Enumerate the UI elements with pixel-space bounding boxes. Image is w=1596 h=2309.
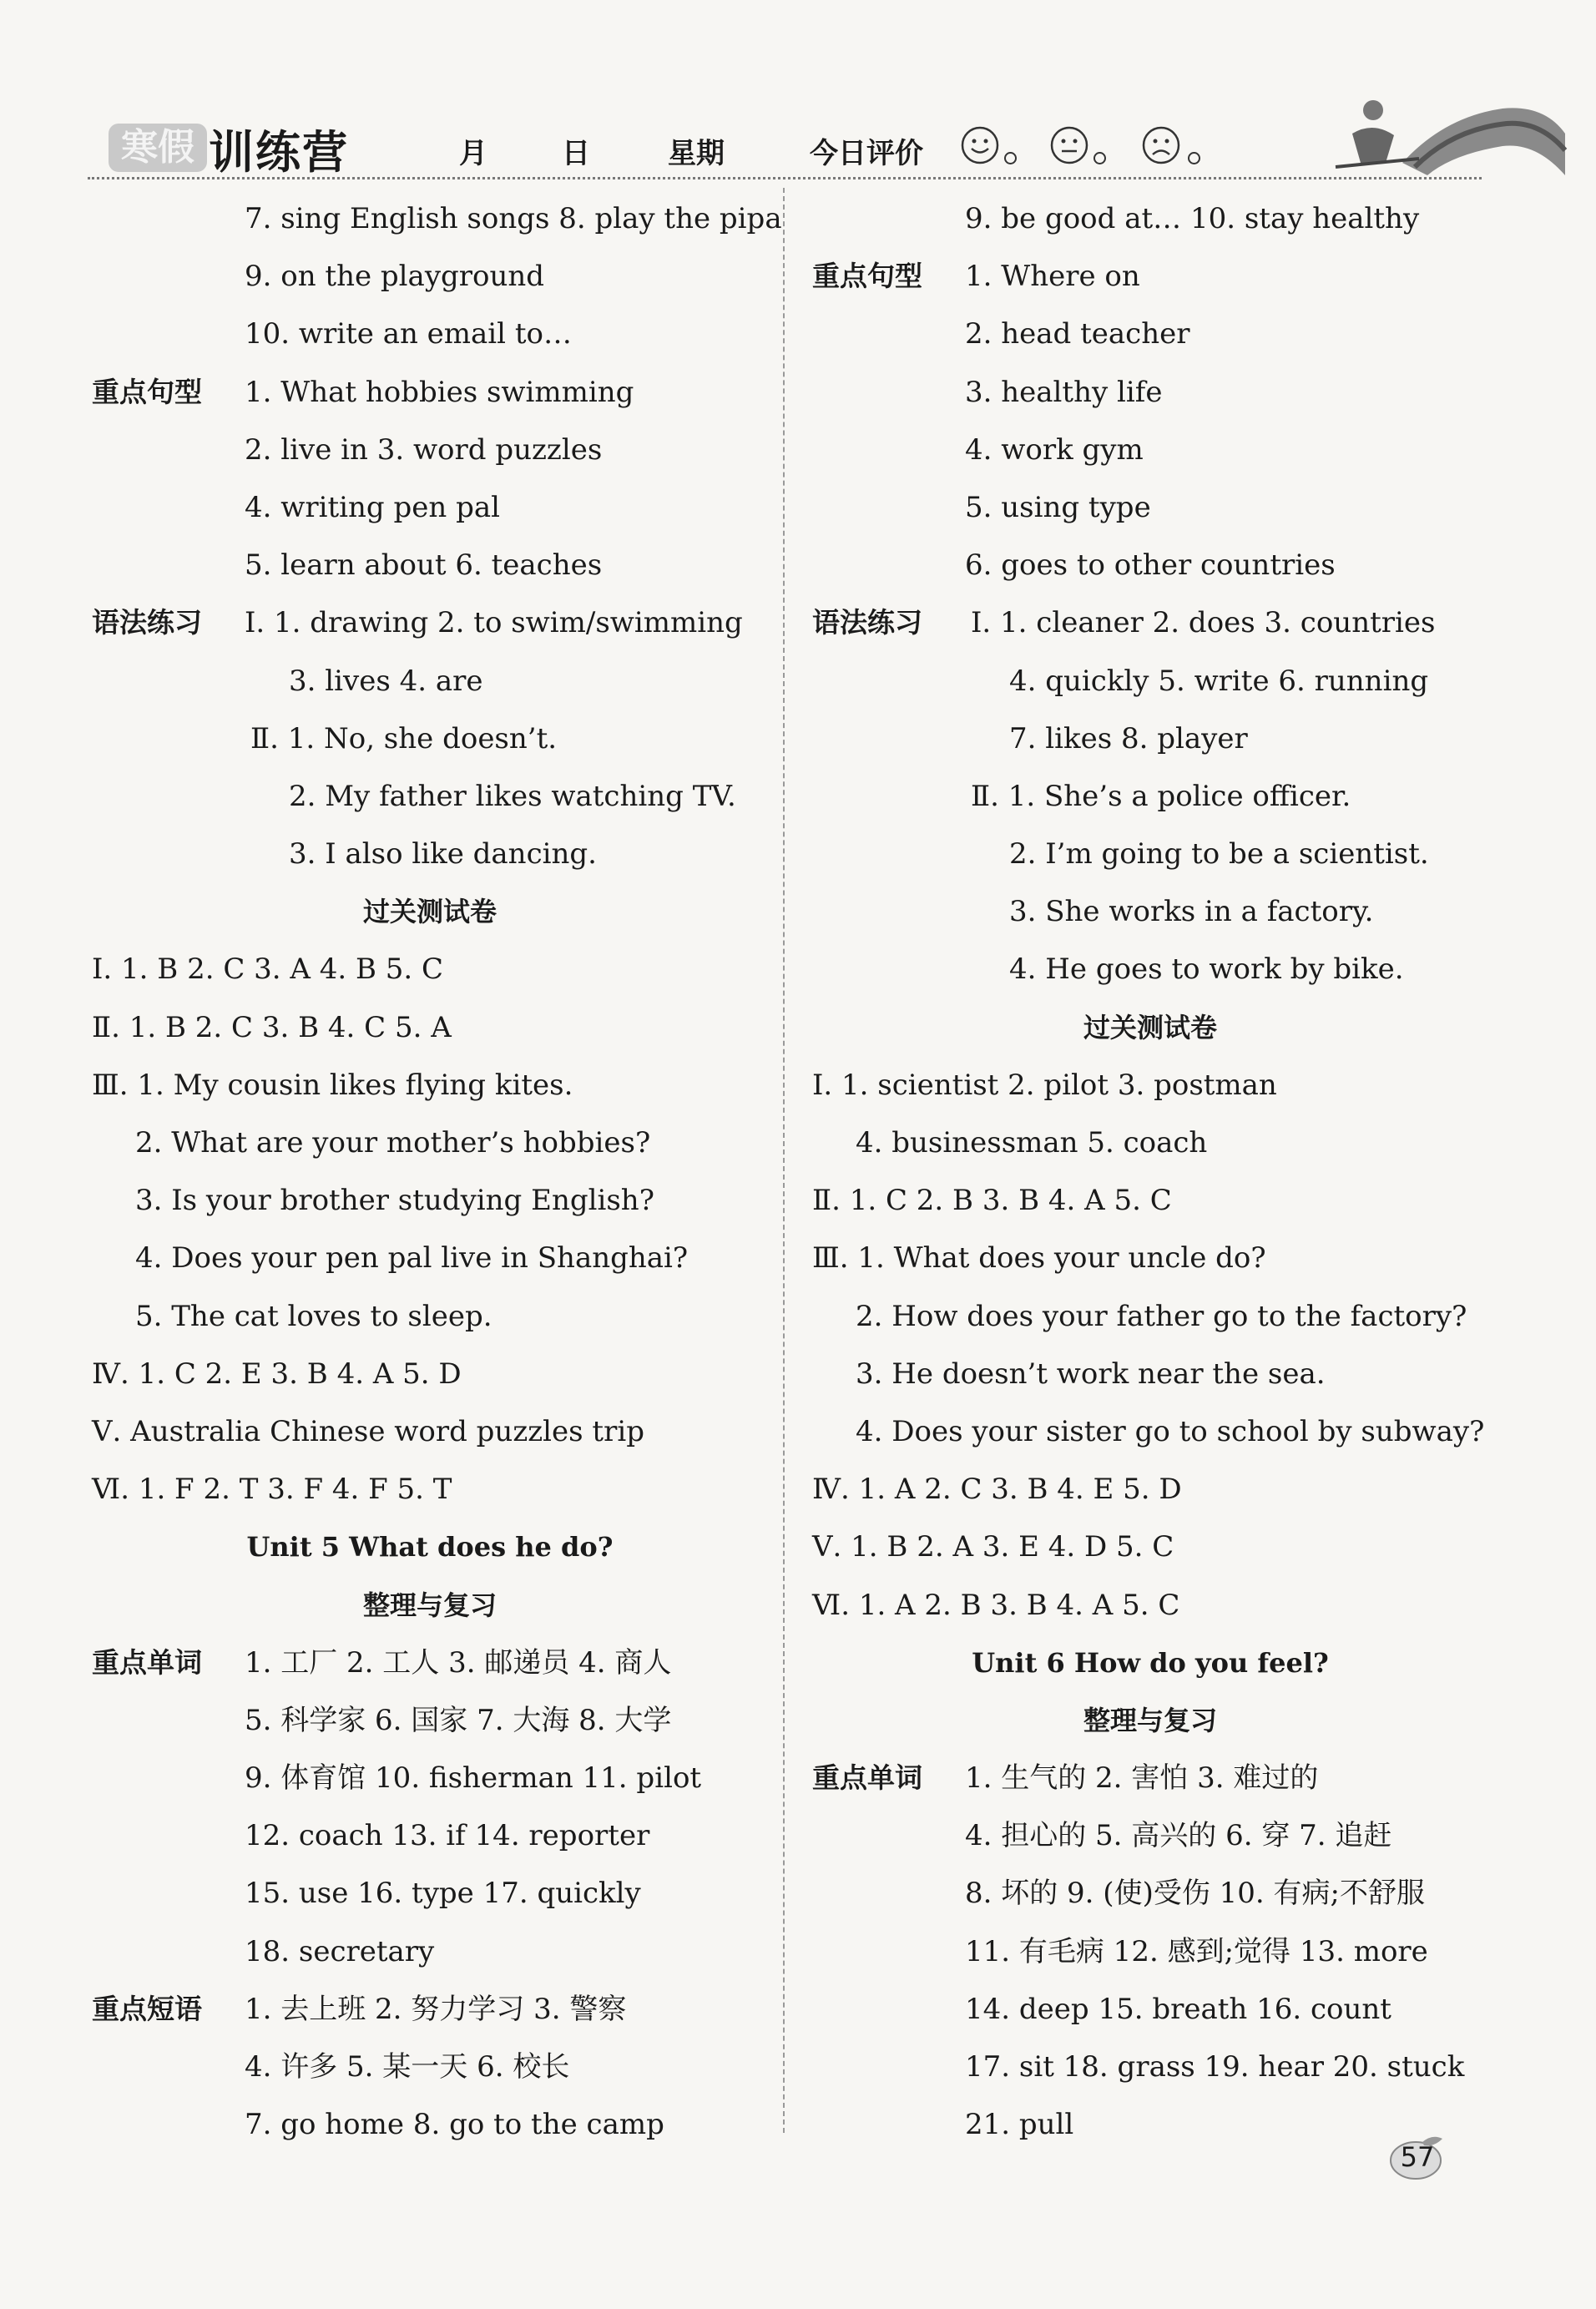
- page-number-text: 57: [1400, 2141, 1435, 2173]
- answer-line: [812, 194, 1488, 251]
- answer-text: 12. coach 13. if 14. reporter: [245, 1819, 650, 1853]
- left-column: [92, 194, 782, 2157]
- answer-line: [92, 1175, 768, 1233]
- answer-line: [92, 771, 768, 829]
- answer-text: 7. likes 8. player: [1009, 721, 1248, 755]
- answer-line: [92, 2042, 768, 2099]
- answer-text: 2. head teacher: [965, 317, 1190, 351]
- answer-text: 18. secretary: [245, 1934, 435, 1968]
- answer-text: 1. What hobbies swimming: [245, 375, 634, 409]
- answer-line: [92, 1927, 768, 1984]
- answer-line: [812, 540, 1488, 598]
- answer-line: [92, 944, 768, 1002]
- answer-text: 4. 担心的 5. 高兴的 6. 穿 7. 追赶: [965, 1819, 1392, 1853]
- weekday-label: 星期: [668, 137, 725, 170]
- answer-text: 2. How does your father go to the factory?: [856, 1299, 1467, 1333]
- neutral-face-icon: [1049, 125, 1089, 165]
- smile-option-dot: [1004, 152, 1017, 164]
- answer-line: [92, 1753, 768, 1811]
- answer-line: [812, 1927, 1488, 1984]
- answer-text: Ⅰ. 1. scientist 2. pilot 3. postman: [812, 1068, 1277, 1102]
- answer-line: [92, 1638, 768, 1695]
- answer-line: [92, 251, 768, 309]
- answer-line: [812, 1638, 1488, 1695]
- answer-line: [812, 944, 1488, 1002]
- answer-line: [812, 1407, 1488, 1464]
- category-label: 重点短语: [92, 1992, 202, 2025]
- answer-line: [92, 1522, 768, 1579]
- answer-line: [812, 1522, 1488, 1579]
- answer-text: 4. Does your pen pal live in Shanghai?: [135, 1241, 689, 1276]
- answer-line: [812, 829, 1488, 887]
- answer-text: 4. businessman 5. coach: [856, 1126, 1208, 1160]
- answer-line: [812, 656, 1488, 714]
- answer-line: [812, 1233, 1488, 1291]
- answer-text: 1. 生气的 2. 害怕 3. 难过的: [965, 1761, 1319, 1796]
- answer-text: Ⅲ. 1. My cousin likes flying kites.: [92, 1068, 573, 1102]
- answer-line: [92, 887, 768, 944]
- answer-text: Ⅱ. 1. No, she doesn’t.: [250, 721, 558, 755]
- answer-line: [92, 1811, 768, 1868]
- answer-line: [812, 483, 1488, 540]
- answer-text: 5. learn about 6. teaches: [245, 548, 603, 583]
- answer-text: Ⅱ. 1. C 2. B 3. B 4. A 5. C: [812, 1184, 1172, 1218]
- answer-text: Ⅱ. 1. B 2. C 3. B 4. C 5. A: [92, 1010, 452, 1044]
- answer-text: Ⅰ. 1. drawing 2. to swim/swimming: [245, 606, 743, 640]
- answer-line: [92, 540, 768, 598]
- answer-text: 3. He doesn’t work near the sea.: [856, 1357, 1326, 1391]
- answer-line: [92, 1233, 768, 1291]
- answer-line: [92, 1464, 768, 1522]
- answer-text: 4. work gym: [965, 432, 1144, 467]
- answer-line: [92, 1003, 768, 1060]
- skier-decoration-icon: [1302, 83, 1569, 184]
- answer-line: [812, 2042, 1488, 2099]
- answer-text: 7. sing English songs 8. play the pipa: [245, 202, 782, 235]
- answer-line: [812, 1753, 1488, 1811]
- answer-line: [812, 1464, 1488, 1522]
- answer-text: Ⅵ. 1. A 2. B 3. B 4. A 5. C: [812, 1588, 1180, 1622]
- answer-line: [92, 1349, 768, 1407]
- answer-text: 9. be good at… 10. stay healthy: [965, 202, 1420, 235]
- answer-line: [92, 598, 768, 655]
- answer-text: 8. 坏的 9. (使)受伤 10. 有病;不舒服: [965, 1877, 1425, 1911]
- answer-text: Ⅴ. 1. B 2. A 3. E 4. D 5. C: [812, 1530, 1174, 1564]
- answer-text: 4. Does your sister go to school by subway?: [856, 1414, 1485, 1448]
- answer-line: [92, 309, 768, 366]
- answer-line: [812, 1984, 1488, 2042]
- unit-title: Unit 6 How do you feel?: [972, 1646, 1329, 1679]
- answer-line: [812, 425, 1488, 483]
- answer-text: 1. Where on: [965, 260, 1140, 294]
- answer-text: Ⅳ. 1. A 2. C 3. B 4. E 5. D: [812, 1473, 1182, 1507]
- answer-line: [812, 887, 1488, 944]
- page-number: [1386, 2130, 1449, 2180]
- answer-text: 3. healthy life: [965, 375, 1163, 409]
- neutral-option-dot: [1093, 152, 1106, 164]
- category-label: 重点句型: [812, 260, 922, 293]
- answer-line: [92, 194, 782, 251]
- sad-face-icon: [1141, 125, 1181, 165]
- answer-text: Ⅲ. 1. What does your uncle do?: [812, 1241, 1266, 1276]
- rating-label: 今日评价: [810, 137, 923, 170]
- section-title: 过关测试卷: [1083, 1011, 1217, 1043]
- right-column: [812, 194, 1488, 2157]
- answer-text: 4. quickly 5. write 6. running: [1009, 664, 1429, 698]
- answer-line: [92, 1695, 768, 1753]
- answer-text: 1. 去上班 2. 努力学习 3. 警察: [245, 1992, 627, 2026]
- answer-text: Ⅵ. 1. F 2. T 3. F 4. F 5. T: [92, 1473, 452, 1507]
- answer-text: 17. sit 18. grass 19. hear 20. stuck: [965, 2050, 1465, 2084]
- answer-line: [812, 1118, 1488, 1175]
- answer-line: [812, 251, 1488, 309]
- header-divider: [88, 177, 1482, 179]
- answer-line: [812, 714, 1488, 771]
- answer-text: 1. 工厂 2. 工人 3. 邮递员 4. 商人: [245, 1645, 672, 1680]
- answer-line: [812, 1175, 1488, 1233]
- answer-text: 3. lives 4. are: [289, 664, 483, 698]
- answer-line: [92, 1060, 768, 1118]
- page-header: [88, 109, 1482, 184]
- answer-text: 4. 许多 5. 某一天 6. 校长: [245, 2050, 570, 2084]
- answer-text: 15. use 16. type 17. quickly: [245, 1877, 641, 1911]
- answer-text: 6. goes to other countries: [965, 548, 1336, 583]
- answer-text: 4. He goes to work by bike.: [1009, 952, 1404, 987]
- answer-line: [812, 367, 1488, 425]
- answer-line: [92, 656, 768, 714]
- unit-title: Unit 5 What does he do?: [246, 1531, 614, 1564]
- day-label: 日: [562, 137, 590, 170]
- category-label: 语法练习: [812, 606, 922, 639]
- answer-text: 3. Is your brother studying English?: [135, 1184, 654, 1218]
- answer-line: [92, 367, 768, 425]
- answer-text: Ⅴ. Australia Chinese word puzzles trip: [92, 1414, 644, 1448]
- answer-line: [812, 1349, 1488, 1407]
- answer-text: Ⅰ. 1. B 2. C 3. A 4. B 5. C: [92, 952, 444, 987]
- answer-line: [92, 1118, 768, 1175]
- answer-line: [812, 771, 1488, 829]
- category-label: 重点单词: [92, 1645, 202, 1679]
- answer-text: 5. The cat loves to sleep.: [135, 1299, 492, 1333]
- answer-text: 2. live in 3. word puzzles: [245, 432, 603, 467]
- answer-line: [812, 1695, 1488, 1753]
- answer-line: [92, 1580, 768, 1638]
- category-label: 重点句型: [92, 375, 202, 408]
- section-title: 整理与复习: [1083, 1704, 1217, 1736]
- answer-text: 4. writing pen pal: [245, 490, 500, 524]
- answer-text: 2. What are your mother’s hobbies?: [135, 1126, 651, 1160]
- answer-line: [812, 1003, 1488, 1060]
- answer-line: [812, 309, 1488, 366]
- answer-text: 2. I’m going to be a scientist.: [1009, 837, 1429, 872]
- answer-text: Ⅰ. 1. cleaner 2. does 3. countries: [971, 606, 1436, 640]
- answer-line: [812, 1811, 1488, 1868]
- answer-text: 3. I also like dancing.: [289, 837, 597, 872]
- answer-line: [92, 2099, 768, 2157]
- answer-line: [812, 1580, 1488, 1638]
- answer-line: [812, 1868, 1488, 1926]
- month-label: 月: [459, 137, 487, 170]
- answer-text: 2. My father likes watching TV.: [289, 779, 736, 813]
- column-divider: [783, 188, 785, 2133]
- answer-line: [92, 483, 768, 540]
- category-label: 语法练习: [92, 606, 202, 639]
- answer-text: 9. on the playground: [245, 260, 545, 294]
- answer-line: [92, 1407, 768, 1464]
- answer-text: Ⅱ. 1. She’s a police officer.: [971, 779, 1351, 813]
- answer-text: 5. using type: [965, 490, 1151, 524]
- answer-line: [92, 1291, 768, 1349]
- answer-line: [812, 1291, 1488, 1349]
- answer-text: 3. She works in a factory.: [1009, 895, 1374, 929]
- answer-line: [812, 598, 1488, 655]
- category-label: 重点单词: [812, 1761, 922, 1795]
- answer-line: [92, 425, 768, 483]
- answer-text: 10. write an email to…: [245, 317, 572, 351]
- answer-text: 9. 体育馆 10. fisherman 11. pilot: [245, 1761, 702, 1796]
- answer-line: [812, 1060, 1488, 1118]
- answer-text: 11. 有毛病 12. 感到;觉得 13. more: [965, 1934, 1428, 1968]
- section-title: 过关测试卷: [362, 896, 497, 928]
- winter-badge: 寒假: [109, 124, 207, 172]
- answer-text: 7. go home 8. go to the camp: [245, 2108, 664, 2142]
- answer-text: 21. pull: [965, 2108, 1074, 2142]
- answer-text: 5. 科学家 6. 国家 7. 大海 8. 大学: [245, 1703, 672, 1737]
- answer-line: [92, 1984, 768, 2042]
- brand-title: 训练营: [209, 126, 349, 179]
- answer-line: [92, 1868, 768, 1926]
- sad-option-dot: [1188, 152, 1200, 164]
- smile-face-icon: [960, 125, 1000, 165]
- section-title: 整理与复习: [362, 1589, 497, 1621]
- answer-text: 14. deep 15. breath 16. count: [965, 1992, 1391, 2026]
- answer-text: Ⅳ. 1. C 2. E 3. B 4. A 5. D: [92, 1357, 462, 1391]
- answer-line: [92, 714, 768, 771]
- answer-line: [92, 829, 768, 887]
